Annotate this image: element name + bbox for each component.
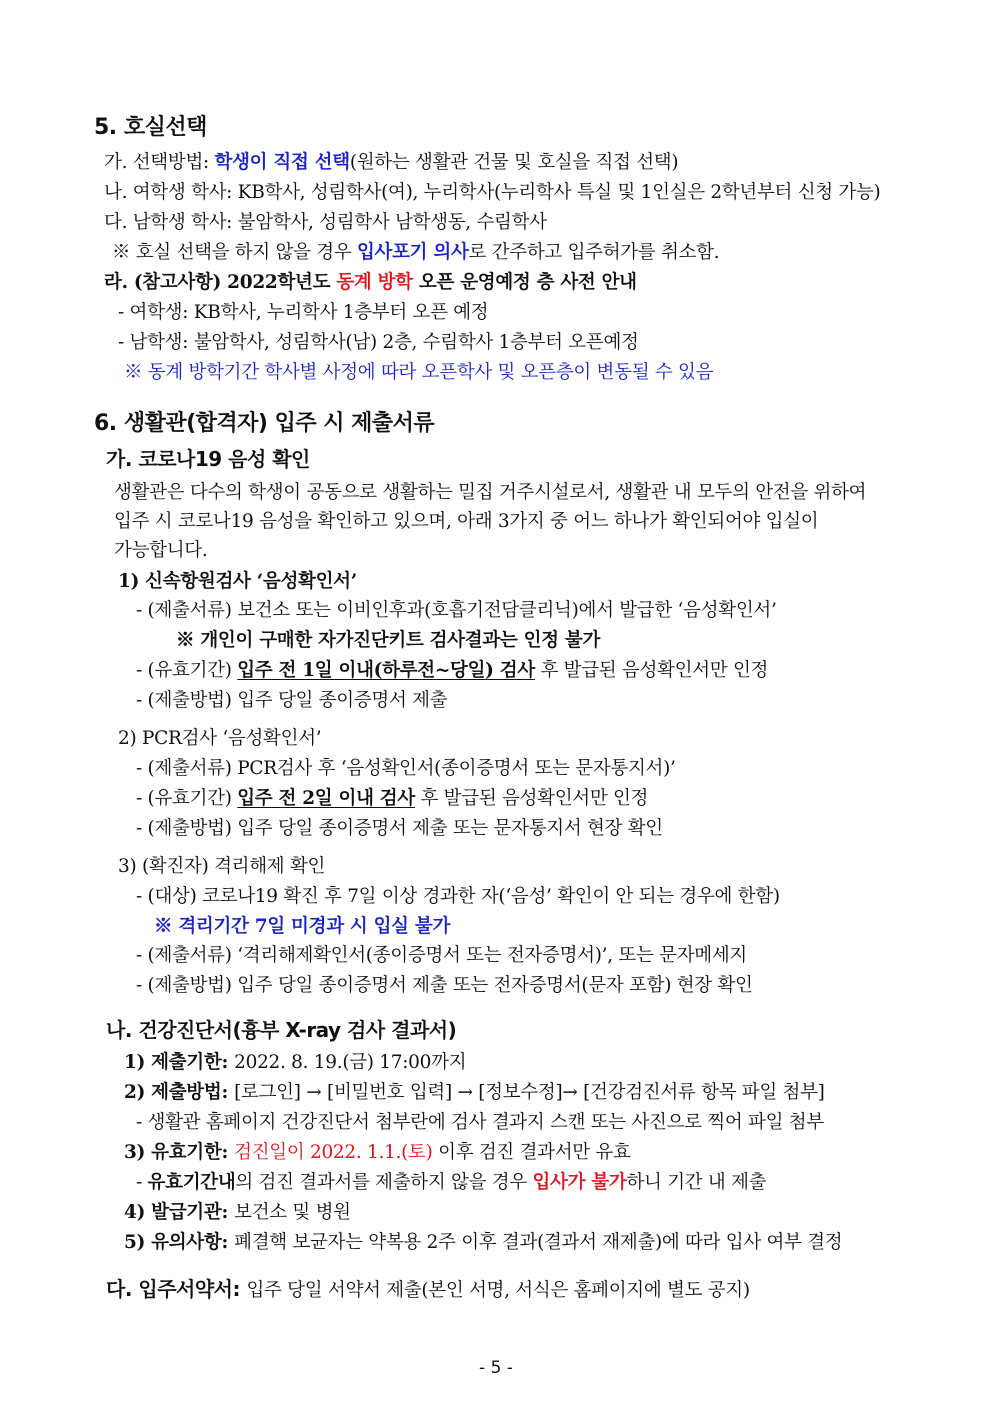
s5-item-c: 다. 남학생 학사: 불암학사, 성림학사 남학생동, 수림학사: [104, 212, 547, 233]
s6-a-i2-title: 2) PCR검사 ‘음성확인서’: [118, 728, 322, 749]
s5-d-line-1: - 여학생: KB학사, 누리학사 1층부터 오픈 예정: [118, 302, 489, 323]
s6-a-para-1: 생활관은 다수의 학생이 공동으로 생활하는 밀집 거주시설로서, 생활관 내 모두의 안전을 위하여: [114, 482, 867, 503]
s6-c: 다. 입주서약서: 입주 당일 서약서 제출(본인 서명, 서식은 홈페이지에 별도 공지): [106, 1277, 750, 1301]
s6-a-i3-title: 3) (확진자) 격리해제 확인: [118, 856, 326, 877]
s5-d-line-2: - 남학생: 불암학사, 성림학사(남) 2층, 수림학사 1층부터 오픈예정: [118, 332, 639, 353]
s6-a-para-2: 입주 시 코로나19 음성을 확인하고 있으며, 아래 3가지 중 어느 하나가 확인되어야 입실이: [114, 511, 819, 532]
s6-a-i3-line-2: - (제출서류) ‘격리해제확인서(종이증명서 또는 전자증명서)’, 또는 문자메세지: [136, 945, 747, 966]
s6-a-i3-note: ※ 격리기간 7일 미경과 시 입실 불가: [154, 916, 451, 937]
s5-a-highlight: 학생이 직접 선택: [214, 152, 350, 173]
s6-b-item-2-sub: - 생활관 홈페이지 건강진단서 첨부란에 검사 결과지 스캔 또는 사진으로 찍어 파일 첨부: [136, 1112, 824, 1133]
section-6-title: 6. 생활관(합격자) 입주 시 제출서류: [94, 411, 435, 436]
s6-b-item-3-sub: - 유효기간내의 검진 결과서를 제출하지 않을 경우 입사가 불가하니 기간 내 제출: [136, 1172, 767, 1193]
s6-a-i1-title: 1) 신속항원검사 ‘음성확인서’: [118, 571, 357, 592]
s5-note-highlight: 입사포기 의사: [356, 242, 469, 263]
s6-a-para-3: 가능합니다.: [114, 540, 208, 561]
s6-a-i2-line-3: - (제출방법) 입주 당일 종이증명서 제출 또는 문자통지서 현장 확인: [136, 818, 663, 839]
s6-b-item-3-sub-highlight: 입사가 불가: [532, 1172, 627, 1193]
s6-b-title: 나. 건강진단서(흉부 X-ray 검사 결과서): [106, 1018, 457, 1042]
s6-a-i1-note: ※ 개인이 구매한 자가진단키트 검사결과는 인정 불가: [176, 630, 601, 651]
section-5-title: 5. 호실선택: [94, 115, 207, 140]
s6-a-i3-line-1: - (대상) 코로나19 확진 후 7일 이상 경과한 자(‘음성’ 확인이 안 되는 경우에 한함): [136, 886, 780, 907]
s6-b-item-2: 2) 제출방법: [로그인] → [비밀번호 입력] → [정보수정]→ [건강검진서류 항목 파일 첨부]: [124, 1082, 825, 1103]
s6-b-item-3: 3) 유효기한: 검진일이 2022. 1.1.(토) 이후 검진 결과서만 유효: [124, 1142, 631, 1163]
s6-a-i2-underline: 입주 전 2일 이내 검사: [237, 788, 415, 809]
s5-d-note: ※ 동계 방학기간 학사별 사정에 따라 오픈학사 및 오픈층이 변동될 수 있음: [124, 362, 714, 383]
s6-a-i3-line-3: - (제출방법) 입주 당일 종이증명서 제출 또는 전자증명서(문자 포함) 현장 확인: [136, 975, 753, 996]
s5-item-b: 나. 여학생 학사: KB학사, 성림학사(여), 누리학사(누리학사 특실 및 1인실은 2학년부터 신청 가능): [104, 182, 881, 203]
s5-note: ※ 호실 선택을 하지 않을 경우 입사포기 의사로 간주하고 입주허가를 취소함.: [112, 242, 720, 263]
s5-item-a: 가. 선택방법: 학생이 직접 선택(원하는 생활관 건물 및 호실을 직접 선택): [104, 152, 679, 173]
s6-a-i1-line-1: - (제출서류) 보건소 또는 이비인후과(호흡기전담클리닉)에서 발급한 ‘음성확인서’: [136, 600, 777, 621]
s6-a-title: 가. 코로나19 음성 확인: [106, 447, 310, 471]
page-number: - 5 -: [479, 1358, 513, 1378]
s5-item-d: 라. (참고사항) 2022학년도 동계 방학 오픈 운영예정 층 사전 안내: [104, 272, 637, 293]
s5-d-highlight: 동계 방학: [336, 272, 413, 293]
s6-b-item-5: 5) 유의사항: 폐결핵 보균자는 약복용 2주 이후 결과(결과서 재제출)에 따라 입사 여부 결정: [124, 1232, 843, 1253]
s6-b-item-4: 4) 발급기관: 보건소 및 병원: [124, 1202, 351, 1223]
s6-a-i1-line-2: - (유효기간) 입주 전 1일 이내(하루전~당일) 검사 후 발급된 음성확인서만 인정: [136, 660, 769, 681]
s6-a-i1-underline: 입주 전 1일 이내(하루전~당일) 검사: [237, 660, 535, 681]
s6-b-item-3-highlight: 검진일이 2022. 1.1.(토): [234, 1142, 433, 1163]
s6-b-item-1: 1) 제출기한: 2022. 8. 19.(금) 17:00까지: [124, 1052, 467, 1073]
s6-a-i2-line-1: - (제출서류) PCR검사 후 ‘음성확인서(종이증명서 또는 문자통지서)’: [136, 758, 676, 779]
s6-a-i2-line-2: - (유효기간) 입주 전 2일 이내 검사 후 발급된 음성확인서만 인정: [136, 788, 649, 809]
s6-c-title: 다. 입주서약서:: [106, 1277, 247, 1301]
s6-a-i1-line-3: - (제출방법) 입주 당일 종이증명서 제출: [136, 690, 448, 711]
